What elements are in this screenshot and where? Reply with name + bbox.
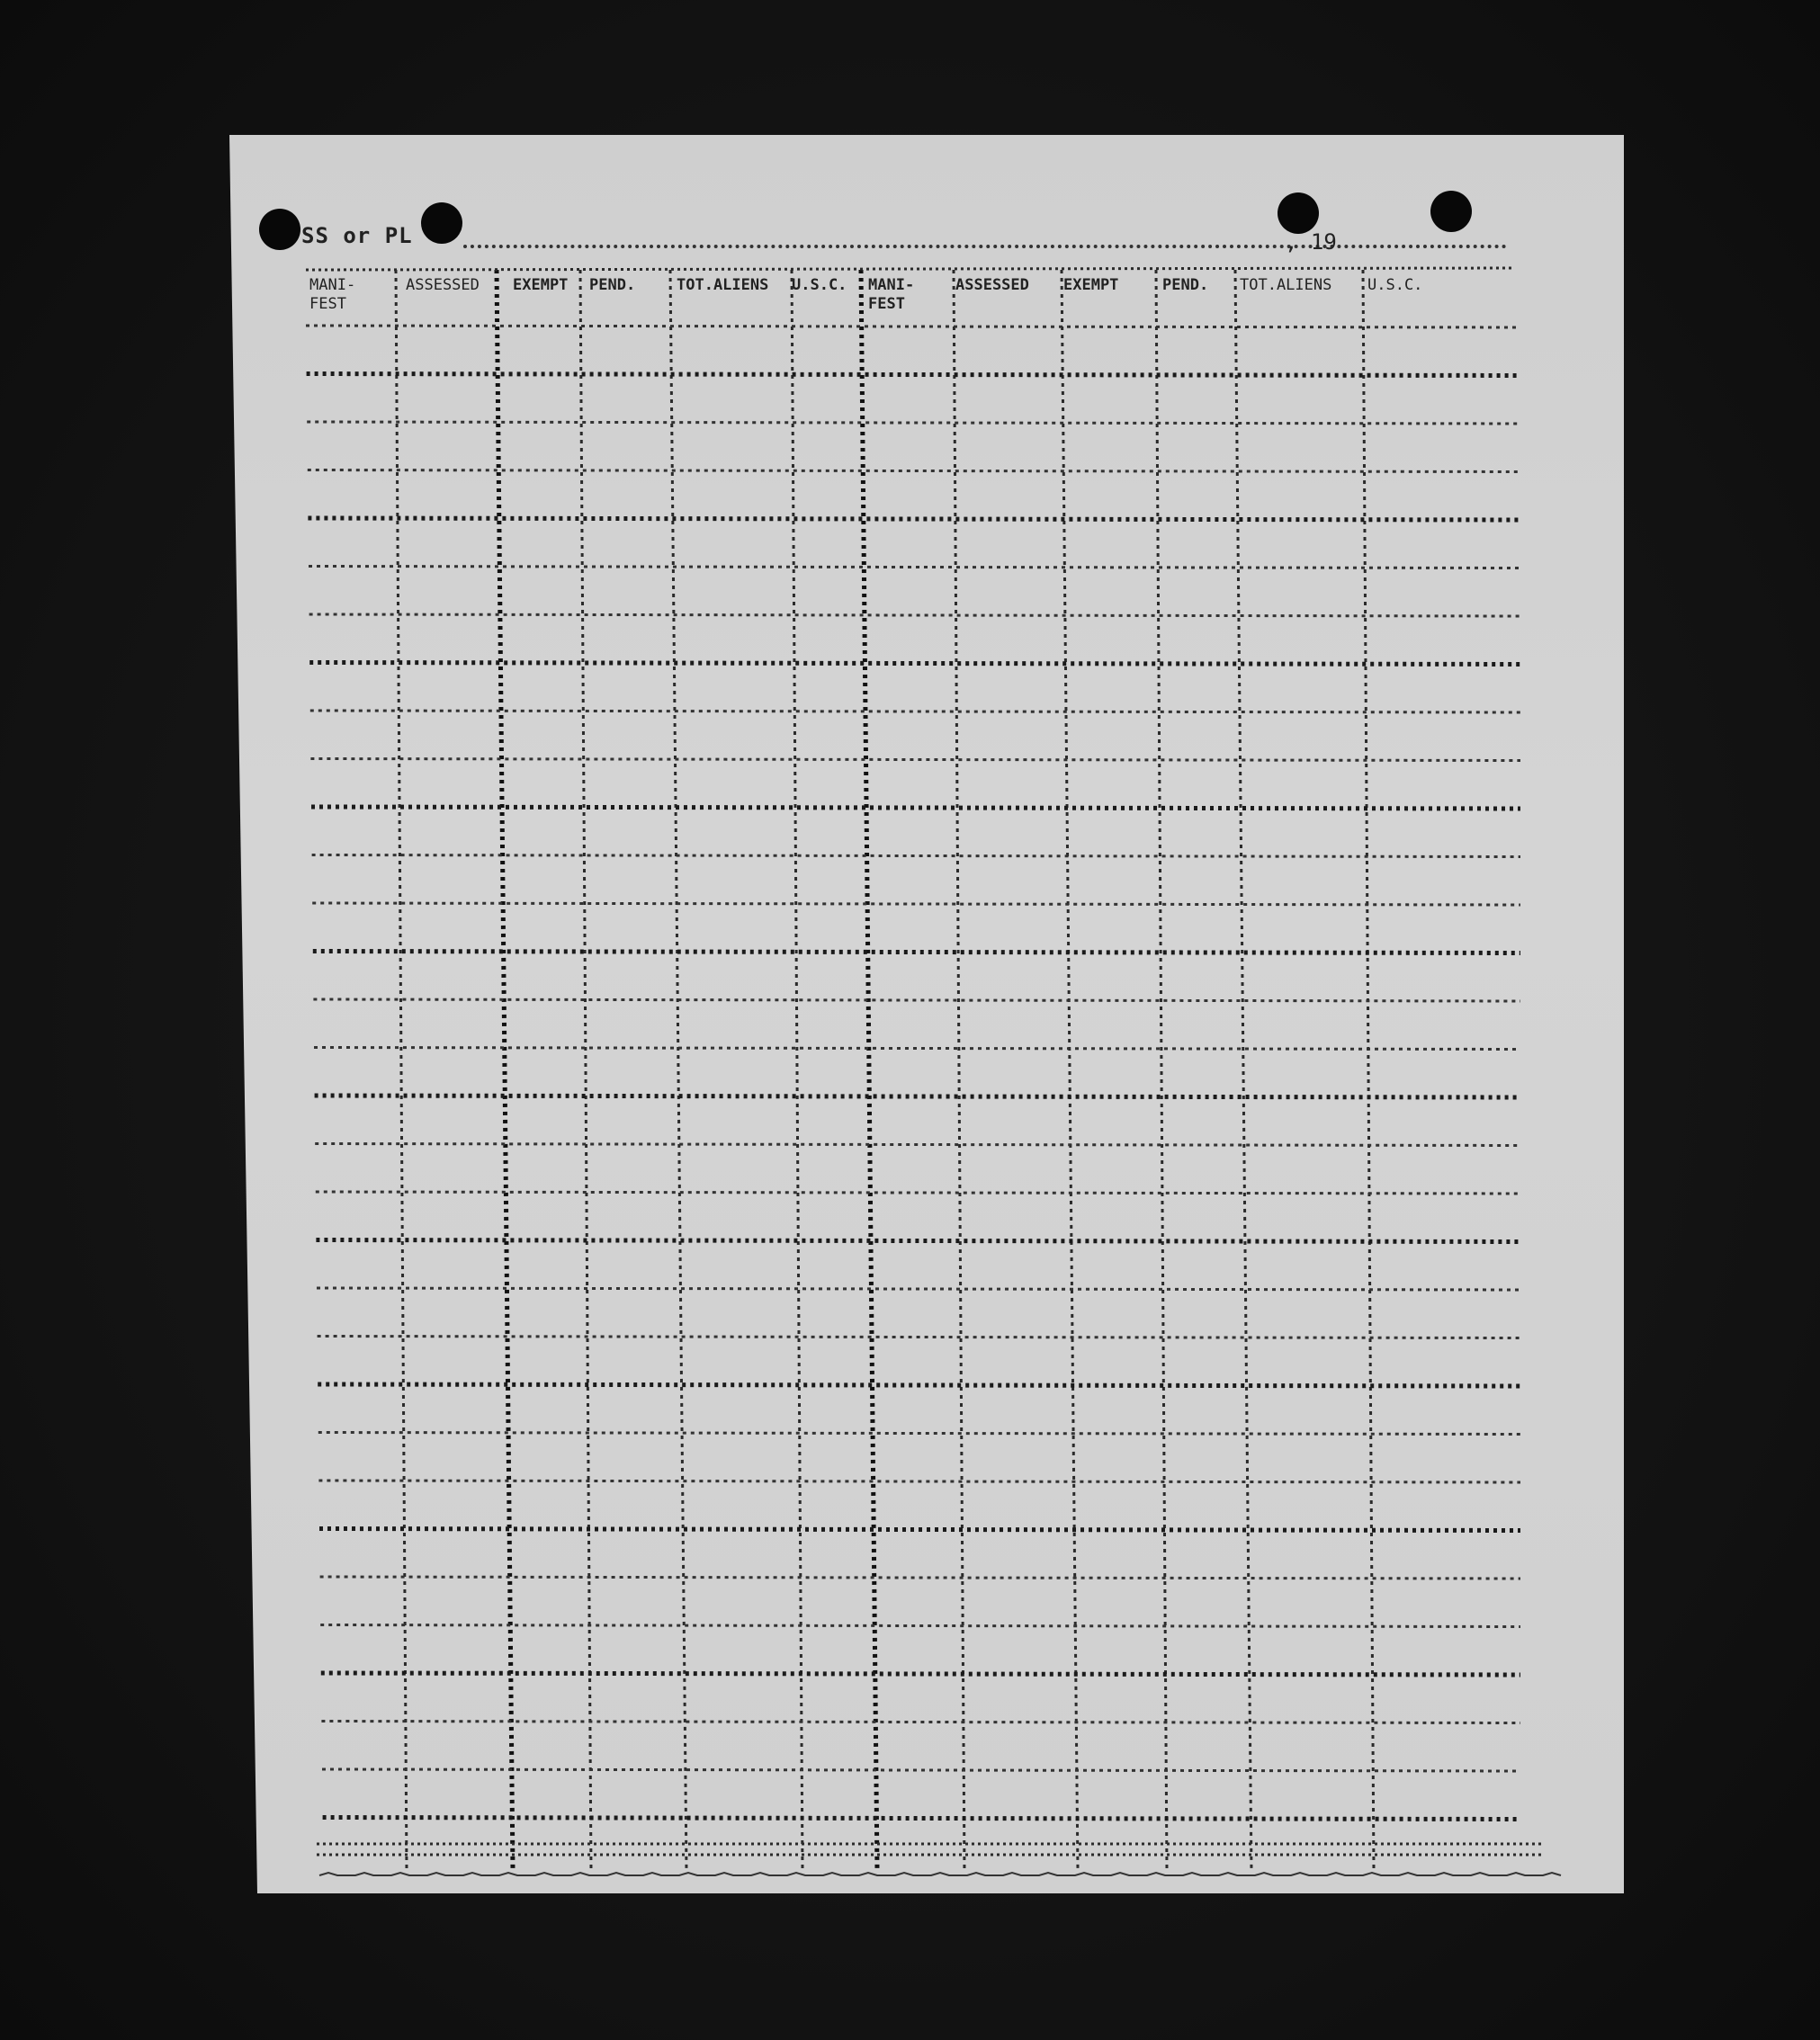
row-rule — [314, 1048, 1520, 1050]
row-rule — [311, 807, 1520, 809]
row-rule — [321, 1673, 1520, 1675]
column-header-exempt: EXEMPT — [513, 276, 569, 294]
row-rule — [320, 1577, 1520, 1579]
column-rule — [1062, 270, 1078, 1871]
row-rule — [322, 1769, 1520, 1771]
row-rule — [306, 326, 1520, 327]
column-header-tot-aliens-2: TOT.ALIENS — [1240, 276, 1332, 294]
column-header-usc-2: U.S.C. — [1367, 276, 1423, 294]
header-rule — [306, 268, 1511, 270]
row-rule — [312, 855, 1520, 857]
column-rule — [670, 270, 686, 1871]
row-rule — [320, 1625, 1520, 1627]
row-rule — [315, 1144, 1520, 1146]
column-header-manifest: MANI- FEST — [309, 276, 356, 314]
column-header-manifest-2: MANI- FEST — [868, 276, 915, 314]
vessel-label: SS or PL — [301, 223, 413, 248]
column-header-pend: PEND. — [589, 276, 636, 294]
column-rule — [954, 270, 964, 1871]
row-rule — [318, 1337, 1520, 1338]
column-rule — [497, 270, 513, 1871]
row-rule — [318, 1433, 1520, 1435]
column-rule — [861, 270, 877, 1871]
row-rule — [321, 1722, 1520, 1723]
column-header-assessed: ASSESSED — [406, 276, 480, 294]
column-rule — [1363, 270, 1374, 1871]
row-rule — [310, 711, 1520, 712]
row-rule — [307, 422, 1520, 424]
row-rule — [315, 1096, 1520, 1097]
row-rule — [319, 1529, 1520, 1531]
row-rule — [317, 1288, 1520, 1290]
row-rule — [308, 470, 1520, 472]
column-header-tot-aliens: TOT.ALIENS — [677, 276, 769, 294]
row-rule — [307, 374, 1520, 376]
row-rule — [310, 759, 1520, 761]
row-rule — [318, 1481, 1520, 1482]
row-rule — [309, 614, 1520, 616]
row-rule — [309, 567, 1520, 568]
row-rule — [316, 1192, 1520, 1194]
column-rule — [792, 270, 802, 1871]
column-rule — [580, 270, 591, 1871]
row-rule — [309, 663, 1520, 665]
row-rule — [316, 1240, 1520, 1242]
column-rule — [396, 270, 407, 1871]
row-rule — [313, 999, 1520, 1001]
row-rule — [313, 952, 1520, 953]
row-rule — [323, 1818, 1520, 1820]
column-header-assessed-2: ASSESSED — [955, 276, 1029, 294]
year-label: , 19 — [1285, 229, 1337, 255]
column-header-exempt-2: EXEMPT — [1063, 276, 1119, 294]
row-rule — [308, 518, 1520, 520]
column-header-pend-2: PEND. — [1162, 276, 1209, 294]
row-rule — [312, 903, 1520, 905]
column-rule — [1156, 270, 1167, 1871]
column-rule — [1235, 270, 1251, 1871]
column-header-usc: U.S.C. — [792, 276, 847, 294]
row-rule — [318, 1384, 1520, 1386]
bottom-wavy-rule — [319, 1873, 1561, 1875]
